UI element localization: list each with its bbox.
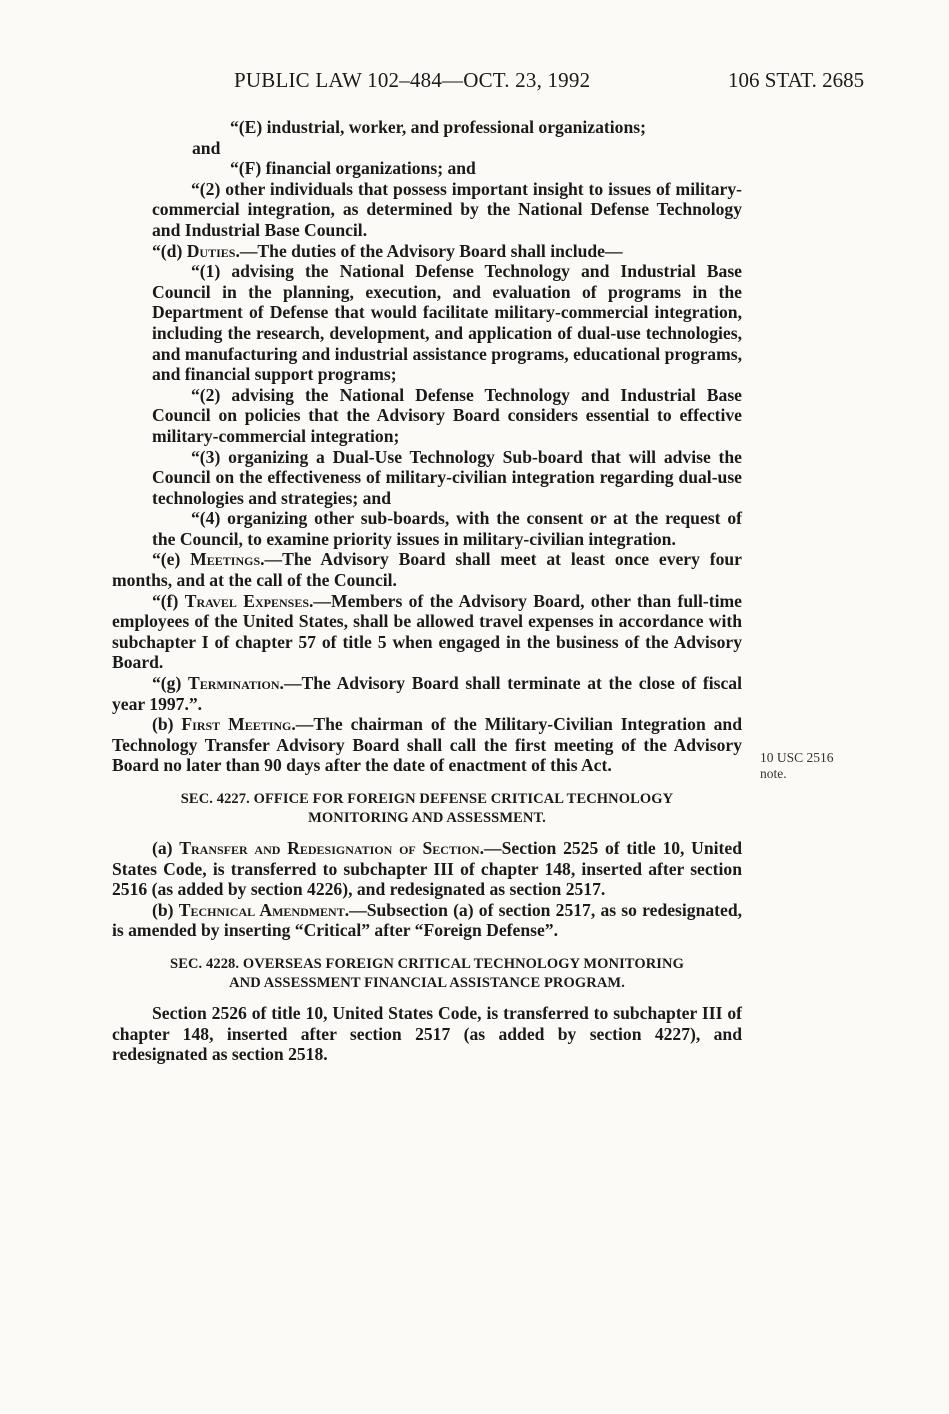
subsection-f-heading: Travel Expenses <box>184 590 309 611</box>
duty-3: “(3) organizing a Dual-Use Technology Sub-board that will advise the Council on the effectiveness of military-civilian integration regarding dual-use technologies and strategies; and <box>152 446 742 508</box>
subsection-g-termination: “(g) Termination.—The Advisory Board shall terminate at the close of fiscal year 1997.”. <box>112 673 742 714</box>
clause-f-financial: “(F) financial organizations; and <box>230 158 476 179</box>
subsection-b-heading: First Meeting <box>181 714 292 735</box>
clause-and: and <box>192 137 221 158</box>
subsection-f-travel: “(f) Travel Expenses.—Members of the Advisory Board, other than full-time employees of the United States, shall be allowed travel expenses in accordance with subchapter I of chapter 57 of title 5 when engaged in the business of the Advisory Board. <box>112 590 742 673</box>
subsection-b-first-meeting: (b) First Meeting.—The chairman of the Military-Civilian Integration and Technology Transfer Advisory Board shall call the first meeting of the Advisory Board no later than 90 days after the date of enactment of this Act. <box>112 714 743 776</box>
section-4227-a-heading: Transfer and Redesignation of Section <box>179 838 480 858</box>
margin-note-suffix: note. <box>760 766 787 781</box>
subsection-d-heading: Duties <box>186 240 236 261</box>
subsection-d-duties: “(d) Duties.—The duties of the Advisory Board shall include— <box>152 240 623 261</box>
duty-1: “(1) advising the National Defense Technology and Industrial Base Council in the planning, execution, and evaluation of programs in the Department of Defense that would facilitate military-commercial integration, including the research, development, and application of dual-use technologies, and manufacturing and industrial assistance programs, educational programs, and financial support programs; <box>152 261 742 385</box>
subsection-e-meetings: “(e) Meetings.—The Advisory Board shall meet at least once every four months, and at the call of the Council. <box>112 549 742 591</box>
duty-2: “(2) advising the National Defense Technology and Industrial Base Council on policies that the Advisory Board considers essential to effective military-commercial integration; <box>152 384 742 446</box>
section-4227-subsection-a: (a) Transfer and Redesignation of Section.—Section 2525 of title 10, United States Code, is transferred to subchapter III of chapter 148, inserted after section 2516 (as added by section 4226), and redesignated as section 2517. <box>112 838 743 900</box>
running-header-title: PUBLIC LAW 102–484—OCT. 23, 1992 <box>234 68 591 92</box>
section-4228-heading: SEC. 4228. OVERSEAS FOREIGN CRITICAL TECHNOLOGY MONITORING AND ASSESSMENT FINANCIAL ASSISTANCE PROGRAM. <box>170 955 684 991</box>
section-4227-heading: SEC. 4227. OFFICE FOR FOREIGN DEFENSE CRITICAL TECHNOLOGY MONITORING AND ASSESSMENT. <box>180 791 674 826</box>
margin-note-usc <box>760 750 870 782</box>
statute-body <box>112 117 742 1065</box>
page-number: 106 STAT. 2685 <box>728 68 865 92</box>
margin-note-citation: 10 USC 2516 <box>760 750 834 765</box>
section-4227-b-heading: Technical Amendment <box>178 899 345 920</box>
section-4227-subsection-b: (b) Technical Amendment.—Subsection (a) of section 2517, as so redesignated, is amended by inserting “Critical” after “Foreign Defense”. <box>112 899 742 941</box>
section-4228-text: Section 2526 of title 10, United States Code, is transferred to subchapter III of chapter 148, inserted after section 2517 (as added by section 4227), and redesignated as section 2518. <box>112 1002 742 1065</box>
paragraph-2-individuals: “(2) other individuals that possess important insight to issues of military-commercial integration, as determined by the National Defense Technology and Industrial Base Council. <box>152 178 742 240</box>
clause-e-industrial: “(E) industrial, worker, and professional organizations; <box>230 117 646 137</box>
subsection-e-heading: Meetings <box>190 549 261 570</box>
duty-4: “(4) organizing other sub-boards, with the consent or at the request of the Council, to examine priority issues in military-civilian integration. <box>152 508 742 549</box>
subsection-g-heading: Termination <box>188 673 280 694</box>
